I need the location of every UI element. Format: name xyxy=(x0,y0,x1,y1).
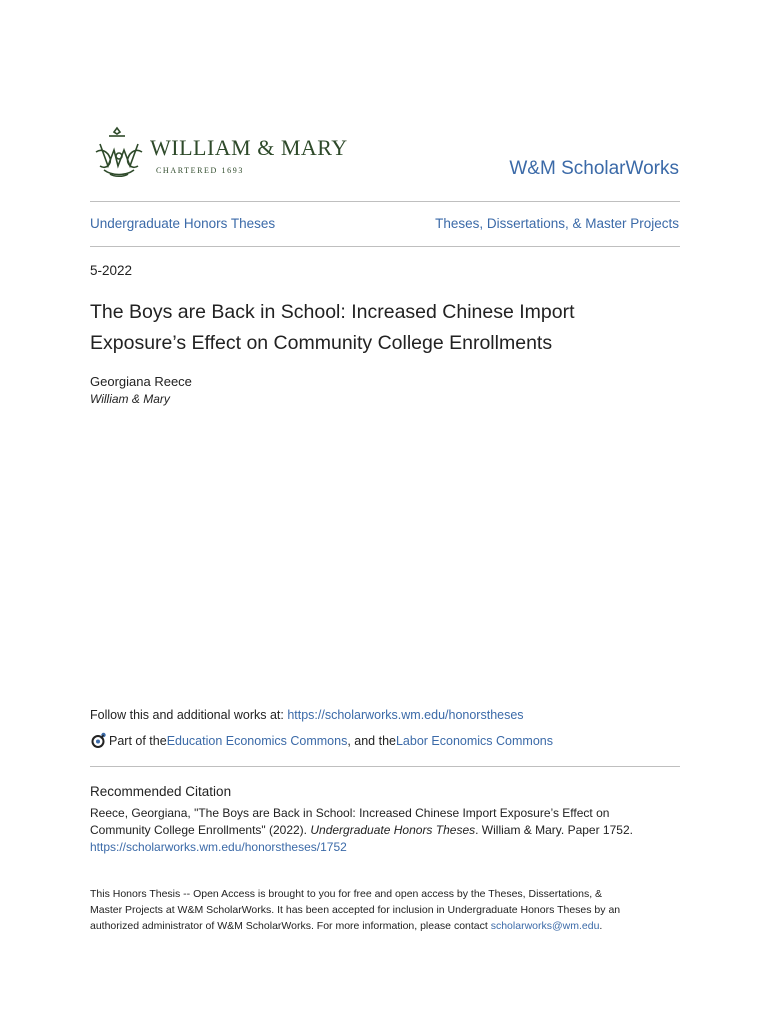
title-line-2: Exposure’s Effect on Community College Enrollments xyxy=(90,332,553,354)
citation-line-1: Reece, Georgiana, "The Boys are Back in School: Increased Chinese Import Exposure’s Effect on xyxy=(90,806,610,820)
footer-line-2: Master Projects at W&M ScholarWorks. It has been accepted for inclusion in Undergraduate Honors Theses by an xyxy=(90,904,621,916)
repository-name[interactable]: W&M ScholarWorks xyxy=(509,158,679,179)
logo-wordmark: WILLIAM & MARY xyxy=(150,135,348,160)
access-statement xyxy=(90,886,680,934)
labor-economics-commons-link[interactable]: Labor Economics Commons xyxy=(395,733,553,748)
citation-url-link[interactable]: https://scholarworks.wm.edu/honorstheses/1752 xyxy=(90,840,347,854)
contact-email-link[interactable]: scholarworks@wm.edu xyxy=(490,920,600,932)
part-of-prefix: Part of the xyxy=(109,733,167,748)
footer-line-3: authorized administrator of W&M ScholarWorks. For more information, please contact xyxy=(90,920,491,932)
author-name: Georgiana Reece xyxy=(90,374,192,389)
citation-line-2b: . William & Mary. Paper 1752. xyxy=(475,823,633,837)
cypher-crest-icon xyxy=(90,126,148,180)
divider xyxy=(90,766,680,767)
part-of-line xyxy=(90,732,553,749)
divider xyxy=(90,201,680,202)
footer-line-3-suffix: . xyxy=(599,920,603,932)
document-title xyxy=(90,297,680,359)
william-mary-logo xyxy=(90,126,365,180)
follow-prefix: Follow this and additional works at: xyxy=(90,708,288,722)
commons-network-icon xyxy=(90,732,107,749)
divider xyxy=(90,246,680,247)
title-line-1: The Boys are Back in School: Increased Chinese Import xyxy=(90,301,575,323)
recommended-citation-heading: Recommended Citation xyxy=(90,784,232,799)
part-of-middle: , and the xyxy=(347,733,396,748)
citation-line-2a: Community College Enrollments" (2022). xyxy=(90,823,311,837)
collection-link-honors-theses[interactable]: Undergraduate Honors Theses xyxy=(90,216,276,231)
footer-line-1: This Honors Thesis -- Open Access is brought to you for free and open access by the Theses, Dissertations, & xyxy=(90,888,603,900)
recommended-citation-text xyxy=(90,805,680,856)
collection-link-theses-dissertations[interactable]: Theses, Dissertations, & Master Projects xyxy=(435,216,679,231)
logo-charter-text: CHARTERED 1693 xyxy=(156,166,244,175)
follow-line xyxy=(90,708,524,722)
citation-series: Undergraduate Honors Theses xyxy=(310,823,476,837)
author-affiliation: William & Mary xyxy=(90,392,170,406)
education-economics-commons-link[interactable]: Education Economics Commons xyxy=(166,733,348,748)
publication-date: 5-2022 xyxy=(90,263,133,278)
honors-theses-url-link[interactable]: https://scholarworks.wm.edu/honorstheses xyxy=(287,708,524,722)
